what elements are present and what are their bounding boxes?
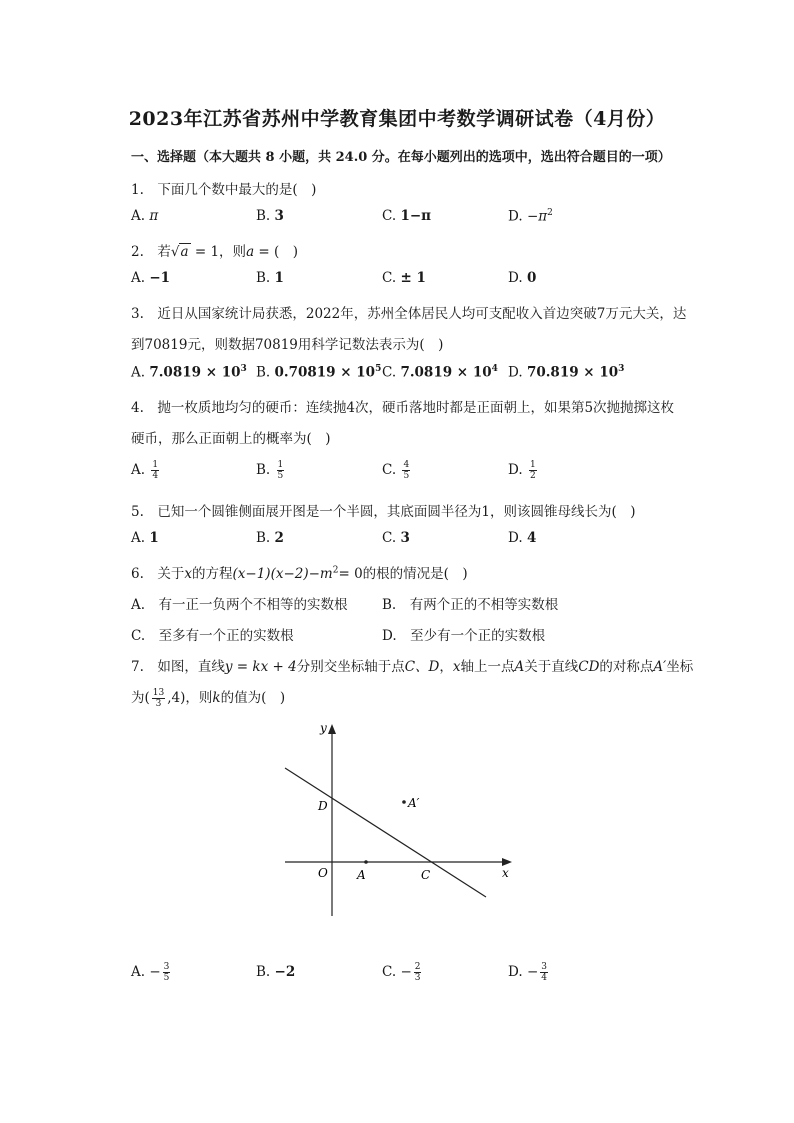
q2-option-b[interactable]: B. 1 bbox=[256, 270, 284, 286]
question-2-stem: 2. 若√a = 1，则a = ( ) bbox=[131, 244, 299, 260]
q6-option-d[interactable]: D. 至少有一个正的实数根 bbox=[382, 628, 546, 644]
line-cd bbox=[285, 768, 486, 897]
q7-option-c[interactable]: C. − $\frac{2}{3}$ bbox=[382, 962, 421, 983]
q4-option-a[interactable]: A. $\frac{1}{4}$ bbox=[131, 460, 159, 481]
q1-option-b[interactable]: B. 3 bbox=[256, 208, 284, 224]
question-6-stem: 6. 关于x的方程$(x-1)(x-2)-m^2= 0$的根的情况是( ) bbox=[131, 565, 468, 582]
question-1-stem: 1. 下面几个数中最大的是( ) bbox=[131, 182, 317, 198]
q3-option-d[interactable]: D. $70.819 \times 10^3$ bbox=[508, 364, 625, 381]
q6-option-c[interactable]: C. 至多有一个正的实数根 bbox=[131, 628, 294, 644]
q3-option-b[interactable]: B. $0.70819 \times 10^5$ bbox=[256, 364, 382, 381]
question-3-stem-line1: 3. 近日从国家统计局获悉，2022年，苏州全体居民人均可支配收入首边突破7万元大关，达 bbox=[131, 306, 687, 322]
q5-option-a[interactable]: A. 1 bbox=[131, 530, 159, 546]
label-y: y bbox=[320, 721, 327, 735]
coordinate-figure bbox=[280, 714, 520, 924]
q5-option-c[interactable]: C. 3 bbox=[382, 530, 410, 546]
q7-option-b[interactable]: B. −2 bbox=[256, 964, 296, 980]
page-title: 2023年江苏省苏州中学教育集团中考数学调研试卷（4月份） bbox=[128, 108, 666, 130]
q2-option-d[interactable]: D. 0 bbox=[508, 270, 537, 286]
label-x: x bbox=[502, 866, 509, 880]
q6-option-b[interactable]: B. 有两个正的不相等实数根 bbox=[382, 597, 559, 613]
label-d: D bbox=[318, 799, 328, 813]
q1-option-a[interactable]: A. π bbox=[131, 208, 159, 224]
question-4-stem-line1: 4. 抛一枚质地均匀的硬币：连续抛4次，硬币落地时都是正面朝上，如果第5次抛抛掷这枚 bbox=[131, 400, 675, 416]
sqrt-symbol: √ bbox=[170, 244, 180, 260]
q4-option-d[interactable]: D. $\frac{1}{2}$ bbox=[508, 460, 536, 481]
q4-option-c[interactable]: C. $\frac{4}{5}$ bbox=[382, 460, 410, 481]
q7-option-a[interactable]: A. − $\frac{3}{5}$ bbox=[131, 962, 170, 983]
question-3-stem-line2: 到70819元，则数据70819用科学记数法表示为( ) bbox=[131, 337, 444, 353]
q6-option-a[interactable]: A. 有一正一负两个不相等的实数根 bbox=[131, 597, 348, 613]
question-5-stem: 5. 已知一个圆锥侧面展开图是一个半圆，其底面圆半径为1，则该圆锥母线长为( ) bbox=[131, 504, 636, 520]
q5-option-b[interactable]: B. 2 bbox=[256, 530, 284, 546]
q2-option-c[interactable]: C. ± 1 bbox=[382, 270, 426, 286]
point-a-prime-dot bbox=[402, 800, 406, 804]
label-o: O bbox=[318, 866, 328, 880]
q1-option-c[interactable]: C. 1−π bbox=[382, 208, 432, 224]
y-axis-arrow-icon bbox=[328, 724, 336, 734]
label-a-prime: A′ bbox=[408, 796, 420, 810]
q2-option-a[interactable]: A. −1 bbox=[131, 270, 171, 286]
q3-option-c[interactable]: C. $7.0819 \times 10^4$ bbox=[382, 364, 498, 381]
label-a: A bbox=[357, 868, 366, 882]
q5-option-d[interactable]: D. 4 bbox=[508, 530, 537, 546]
section-heading: 一、选择题（本大题共 8 小题，共 24.0 分。在每小题列出的选项中，选出符合题目的一项） bbox=[131, 150, 671, 165]
point-a-dot bbox=[364, 860, 368, 864]
x-axis-arrow-icon bbox=[502, 858, 512, 866]
question-7-stem-line1: 7. 如图，直线y = kx + 4分别交坐标轴于点C、D，x轴上一点A关于直线CD的对称点A′坐标 bbox=[131, 659, 694, 675]
q4-option-b[interactable]: B. $\frac{1}{5}$ bbox=[256, 460, 284, 481]
q3-option-a[interactable]: A. $7.0819 \times 10^3$ bbox=[131, 364, 247, 381]
question-7-stem-line2: 为( $\frac{13}{3}$ ,4)，则k的值为( ) bbox=[131, 688, 286, 709]
q1-option-d[interactable]: D. $-\pi^2$ bbox=[508, 208, 553, 225]
q7-option-d[interactable]: D. − $\frac{3}{4}$ bbox=[508, 962, 547, 983]
label-c: C bbox=[421, 868, 431, 882]
question-4-stem-line2: 硬币，那么正面朝上的概率为( ) bbox=[131, 431, 331, 447]
